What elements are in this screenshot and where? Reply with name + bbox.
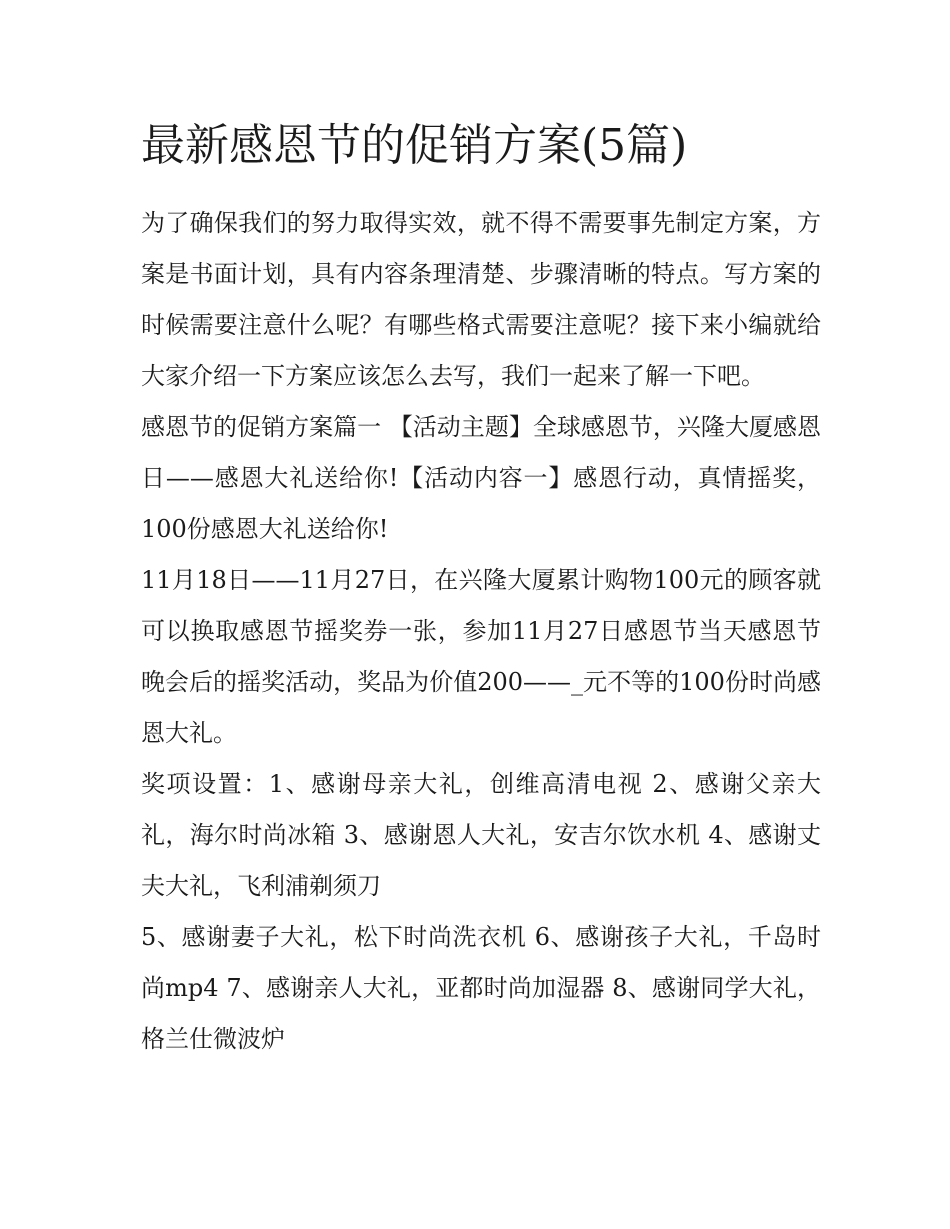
document-title: 最新感恩节的促销方案(5篇): [141, 120, 688, 171]
lottery-rules-paragraph: 11月18日——11月27日，在兴隆大厦累计购物100元的顾客就可以换取感恩节摇奖券一张，参加11月27日感恩节当天感恩节晚会后的摇奖活动，奖品为价值200——_元不等的100份时尚感恩大礼。: [141, 566, 821, 747]
section-one-theme-paragraph: 感恩节的促销方案篇一 【活动主题】全球感恩节，兴隆大厦感恩日——感恩大礼送给你!【活动内容一】感恩行动，真情摇奖，100份感恩大礼送给你!: [141, 413, 821, 543]
intro-paragraph: 为了确保我们的努力取得实效，就不得不需要事先制定方案，方案是书面计划，具有内容条理清楚、步骤清晰的特点。写方案的时候需要注意什么呢？有哪些格式需要注意呢？接下来小编就给大家介绍一下方案应该怎么去写，我们一起来了解一下吧。: [141, 209, 821, 390]
prize-list-continued-paragraph: 5、感谢妻子大礼，松下时尚洗衣机 6、感谢孩子大礼，千岛时尚mp4 7、感谢亲人大礼，亚都时尚加湿器 8、感谢同学大礼，格兰仕微波炉: [141, 923, 821, 1053]
document-body: [141, 112, 821, 1065]
prize-list-paragraph: 奖项设置：1、感谢母亲大礼，创维高清电视 2、感谢父亲大礼，海尔时尚冰箱 3、感谢恩人大礼，安吉尔饮水机 4、感谢丈夫大礼，飞利浦剃须刀: [141, 770, 821, 900]
